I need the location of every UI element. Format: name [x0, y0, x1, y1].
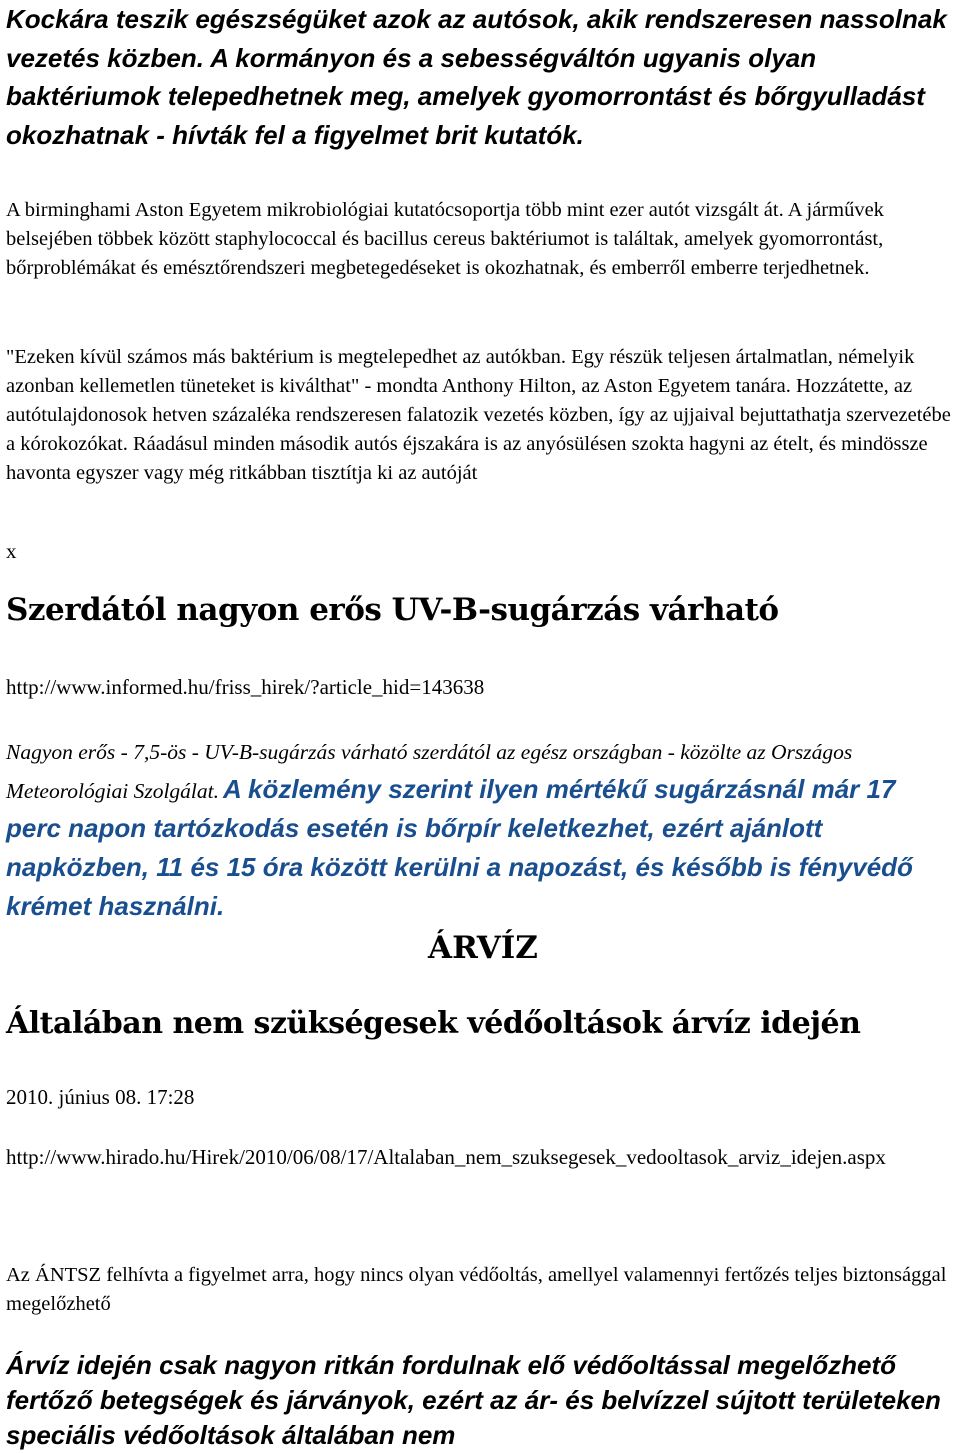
flood-article-heading: Általában nem szükségesek védőoltások árvíz idején	[6, 1006, 861, 1041]
uv-warning-text: A közlemény szerint ilyen mértékű sugárzásnál már 17 perc napon tartózkodás esetén is bőrpír keletkezhet, ezért ajánlott napközben, 11 és 15 óra között kerülni a napozást, és később is fényvédő krémet használni.	[6, 774, 913, 921]
flood-article-lead: Árvíz idején csak nagyon ritkán fordulnak elő védőoltással megelőzhető fertőző betegségek és járványok, ezért az ár- és belvízzel sújtott területeken speciális védőoltások általában nem	[6, 1350, 941, 1450]
section-title: ÁRVÍZ	[428, 930, 538, 966]
uv-source-url: http://www.informed.hu/friss_hirek/?article_hid=143638	[6, 675, 485, 699]
article-lead: Kockára teszik egészségüket azok az autósok, akik rendszeresen nassolnak vezetés közben. A kormányon és a sebességváltón ugyanis olyan baktériumok telepedhetnek meg, amelyek gyomorrontást és bőrgyulladást okozhatnak - hívták fel a figyelmet brit kutatók.	[6, 4, 947, 150]
uv-lead-sentence: Nagyon erős - 7,5-ös - UV-B-sugárzás várható szerdától az egész országban - közölte az Országos Meteorológiai Szolgálat.	[6, 740, 853, 803]
separator-mark: x	[6, 539, 17, 563]
article-date: 2010. június 08. 17:28	[6, 1085, 195, 1109]
flood-source-url: http://www.hirado.hu/Hirek/2010/06/08/17/Altalaban_nem_szuksegesek_vedooltasok_arviz_idejen.aspx	[6, 1145, 886, 1169]
flood-article-paragraph: Az ÁNTSZ felhívta a figyelmet arra, hogy nincs olyan védőoltás, amellyel valamennyi fertőzés teljes biztonsággal megelőzhető	[6, 1264, 947, 1315]
article-paragraph: A birminghami Aston Egyetem mikrobiológiai kutatócsoportja több mint ezer autót vizsgált át. A járművek belsejében többek között staphylococcal és bacillus cereus baktériumot is találtak, amelyek gyomorrontást, bőrproblémákat és emésztőrendszeri megbetegedéseket is okozhatnak, és emberről emberre terjedhetnek.	[6, 199, 884, 279]
article-paragraph-quote: "Ezeken kívül számos más baktérium is megtelepedhet az autókban. Egy részük teljesen ártalmatlan, némelyik azonban kellemetlen tüneteket is kiválthat" - mondta Anthony Hilton, az Aston Egyetem tanára. Hozzátette, az autótulajdonosok hetven százaléka rendszeresen falatozik vezetés közben, így az ujjaival bejuttathatja szervezetébe a kórokozókat. Ráadásul minden második autós éjszakára is az anyósülésen szokta hagyni az ételt, és mindössze havonta egyszer vagy még ritkábban tisztítja ki az autóját	[6, 346, 951, 484]
uv-article-body	[6, 735, 954, 928]
uv-article-heading: Szerdától nagyon erős UV-B-sugárzás várható	[6, 592, 779, 628]
